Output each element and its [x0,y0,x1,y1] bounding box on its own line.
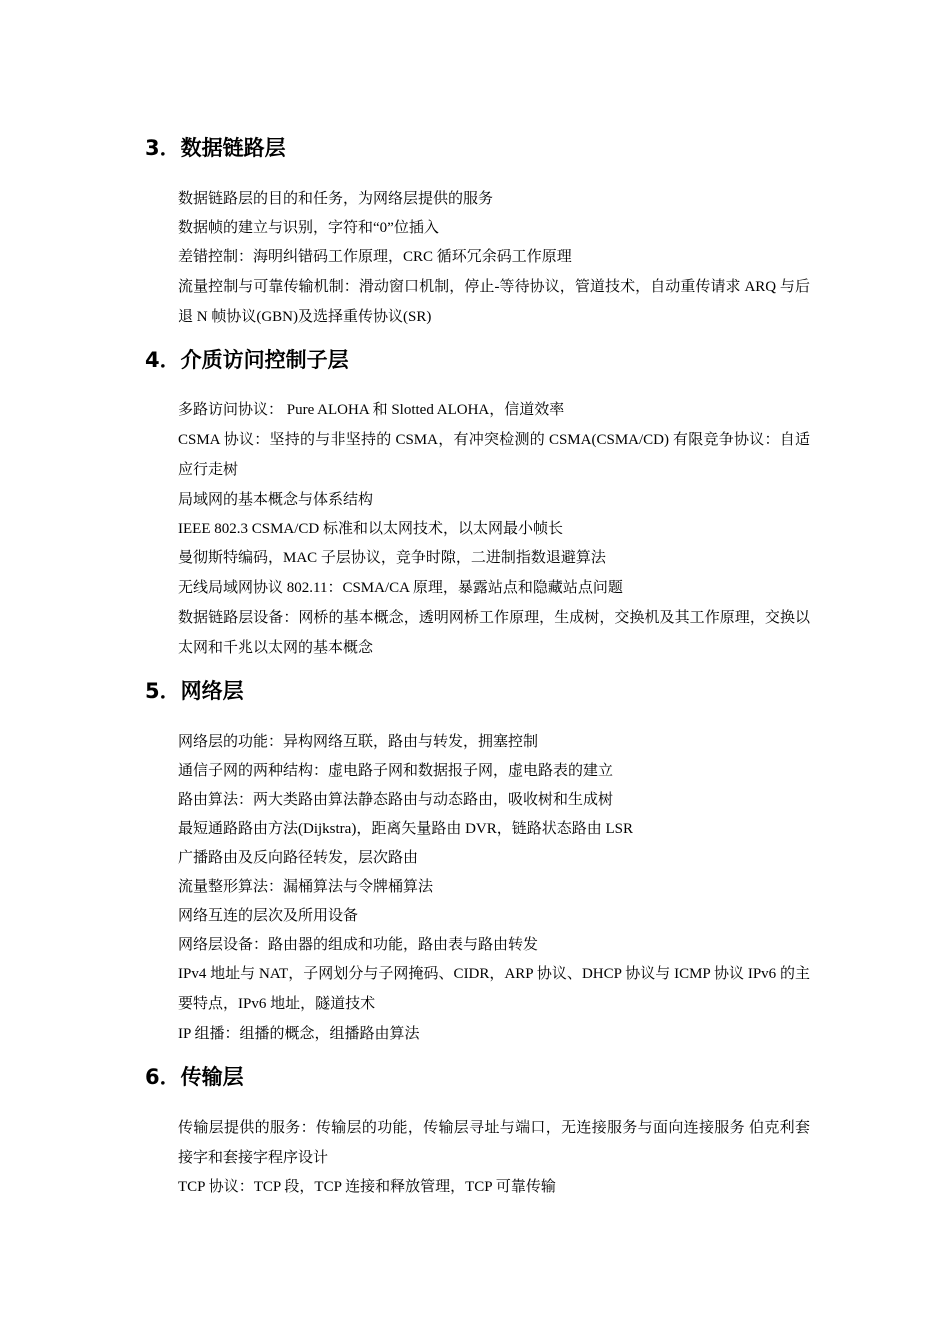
list-item: IEEE 802.3 CSMA/CD 标准和以太网技术，以太网最小帧长 [178,521,564,537]
list-item: 曼彻斯特编码，MAC 子层协议，竞争时隙，二进制指数退避算法 [178,550,606,566]
list-item: 网络层设备：路由器的组成和功能，路由表与路由转发 [178,937,539,953]
list-item: IPv4 地址与 NAT，子网划分与子网掩码、CIDR，ARP 协议、DHCP 协议与 ICMP 协议 IPv6 的主要特点，IPv6 地址，隧道技术 [178,966,810,1012]
list-item: 网络层的功能：异构网络互联，路由与转发，拥塞控制 [178,734,539,750]
list-item: 无线局域网协议 802.11：CSMA/CA 原理，暴露站点和隐藏站点问题 [178,580,623,596]
list-item: 流量整形算法：漏桶算法与令牌桶算法 [178,879,434,895]
list-item: 路由算法：两大类路由算法静态路由与动态路由，吸收树和生成树 [178,792,614,808]
list-item: 流量控制与可靠传输机制：滑动窗口机制，停止-等待协议，管道技术，自动重传请求 ARQ 与后退 N 帧协议(GBN)及选择重传协议(SR) [178,279,810,325]
list-item: 数据帧的建立与识别，字符和“0”位插入 [178,220,439,236]
list-item: 传输层提供的服务：传输层的功能，传输层寻址与端口，无连接服务与面向连接服务 伯克利套接字和套接字程序设计 [178,1120,810,1166]
section-heading-4: 4．介质访问控制子层 [145,348,349,372]
list-item: IP 组播：组播的概念，组播路由算法 [178,1026,420,1042]
list-item: 局域网的基本概念与体系结构 [178,492,374,508]
list-item: TCP 协议：TCP 段，TCP 连接和释放管理，TCP 可靠传输 [178,1179,556,1195]
list-item: 差错控制：海明纠错码工作原理，CRC 循环冗余码工作原理 [178,249,572,265]
list-item: 最短通路路由方法(Dijkstra)，距离矢量路由 DVR，链路状态路由 LSR [178,821,633,837]
list-item: 数据链路层的目的和任务，为网络层提供的服务 [178,191,494,207]
section-heading-3: 3．数据链路层 [145,136,286,160]
list-item: 数据链路层设备：网桥的基本概念，透明网桥工作原理，生成树，交换机及其工作原理，交换以太网和千兆以太网的基本概念 [178,610,810,656]
list-item: 多路访问协议： Pure ALOHA 和 Slotted ALOHA，信道效率 [178,402,565,418]
list-item: CSMA 协议：坚持的与非坚持的 CSMA，有冲突检测的 CSMA(CSMA/CD) 有限竞争协议：自适应行走树 [178,432,810,478]
list-item: 广播路由及反向路径转发，层次路由 [178,850,419,866]
section-heading-6: 6．传输层 [145,1065,244,1089]
section-heading-5: 5．网络层 [145,679,244,703]
list-item: 通信子网的两种结构：虚电路子网和数据报子网，虚电路表的建立 [178,763,614,779]
list-item: 网络互连的层次及所用设备 [178,908,359,924]
